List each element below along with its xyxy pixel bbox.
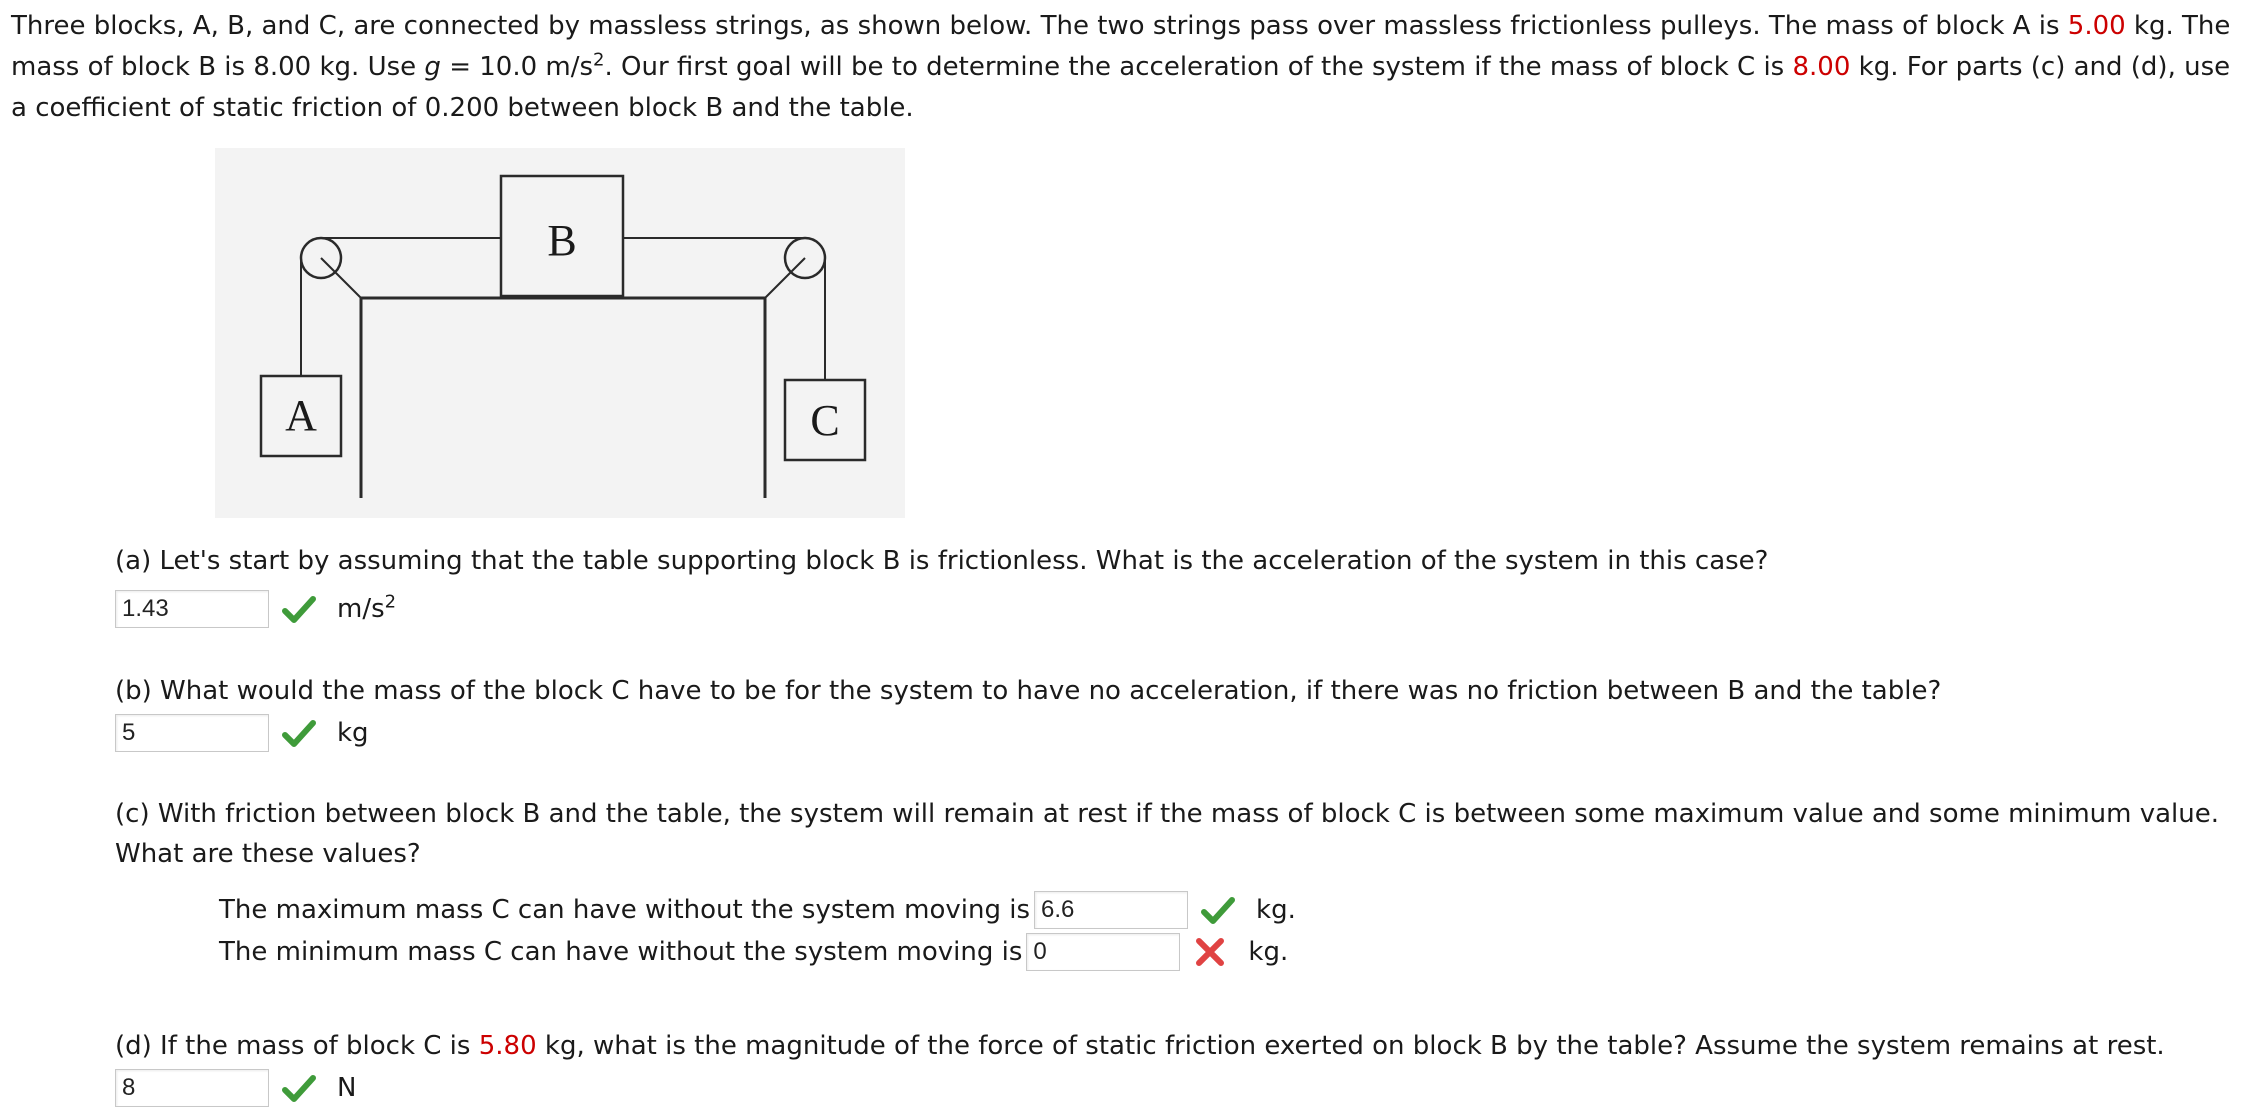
block-a-label: A — [285, 391, 317, 440]
part-c-max-input[interactable] — [1034, 891, 1188, 929]
check-icon — [279, 1068, 319, 1108]
intro-exponent: 2 — [593, 49, 605, 71]
part-c-min-input[interactable] — [1026, 933, 1180, 971]
mass-a-value: 5.00 — [2067, 11, 2126, 41]
part-d-answer-row — [115, 1068, 356, 1108]
part-c-min-text: The minimum mass C can have without the system moving is — [219, 937, 1023, 967]
part-b-unit: kg — [337, 718, 369, 748]
part-d-question: (d) If the mass of block C is 5.80 kg, what is the magnitude of the force of static friction exerted on block B by the table? Assume the system remains at rest. — [115, 1031, 2165, 1061]
x-mark-icon — [1190, 932, 1230, 972]
block-c-label: C — [810, 396, 840, 445]
part-c-max-unit: kg. — [1256, 895, 1296, 925]
part-c-max-row — [219, 890, 1296, 930]
intro-text-4: . Our first goal will be to determine the acceleration of the system if the mass of block C is — [604, 52, 1793, 82]
part-b-answer-row — [115, 713, 369, 753]
check-icon — [279, 713, 319, 753]
part-c-question-line1: (c) With friction between block B and the table, the system will remain at rest if the mass of block C is between some maximum value and some minimum value. — [115, 799, 2220, 829]
check-icon — [1198, 890, 1238, 930]
intro-text-1: Three blocks, A, B, and C, are connected by massless strings, as shown below. The two strings pass over massless frictionless pulleys. The mass of block A is — [11, 11, 2068, 41]
mass-c-value: 8.00 — [1792, 52, 1851, 82]
pulley-diagram — [215, 148, 905, 518]
part-a-answer-input[interactable] — [115, 590, 269, 628]
part-a-answer-row — [115, 589, 396, 629]
part-a-unit: $m/s^2$ — [337, 591, 397, 624]
part-c-max-text: The maximum mass C can have without the system moving is — [219, 895, 1031, 925]
part-d-answer-input[interactable] — [115, 1069, 269, 1107]
problem-statement — [11, 6, 2243, 129]
part-a-question: (a) Let's start by assuming that the table supporting block B is frictionless. What is the acceleration of the system in this case? — [115, 546, 1769, 576]
part-d-unit: N — [337, 1073, 357, 1103]
part-b-question: (b) What would the mass of the block C have to be for the system to have no acceleration, if there was no friction between B and the table? — [115, 676, 1942, 706]
intro-text-2: kg. The mass of block B is 8.00 kg. Use — [11, 11, 2231, 82]
block-b-label: B — [547, 216, 577, 265]
part-d-mass-value: 5.80 — [478, 1031, 537, 1061]
intro-text-5: kg. For parts (c) and (d), use a coefficient of static friction of 0.200 between block B and the table. — [11, 52, 2231, 123]
part-c-min-row — [219, 932, 1288, 972]
g-symbol: g — [424, 52, 441, 82]
intro-text-3: = 10.0 m/s — [440, 52, 594, 82]
check-icon — [279, 589, 319, 629]
figure-background — [215, 148, 905, 518]
part-c-question-line2: What are these values? — [115, 839, 421, 869]
part-b-answer-input[interactable] — [115, 714, 269, 752]
part-c-min-unit: kg. — [1248, 937, 1289, 967]
